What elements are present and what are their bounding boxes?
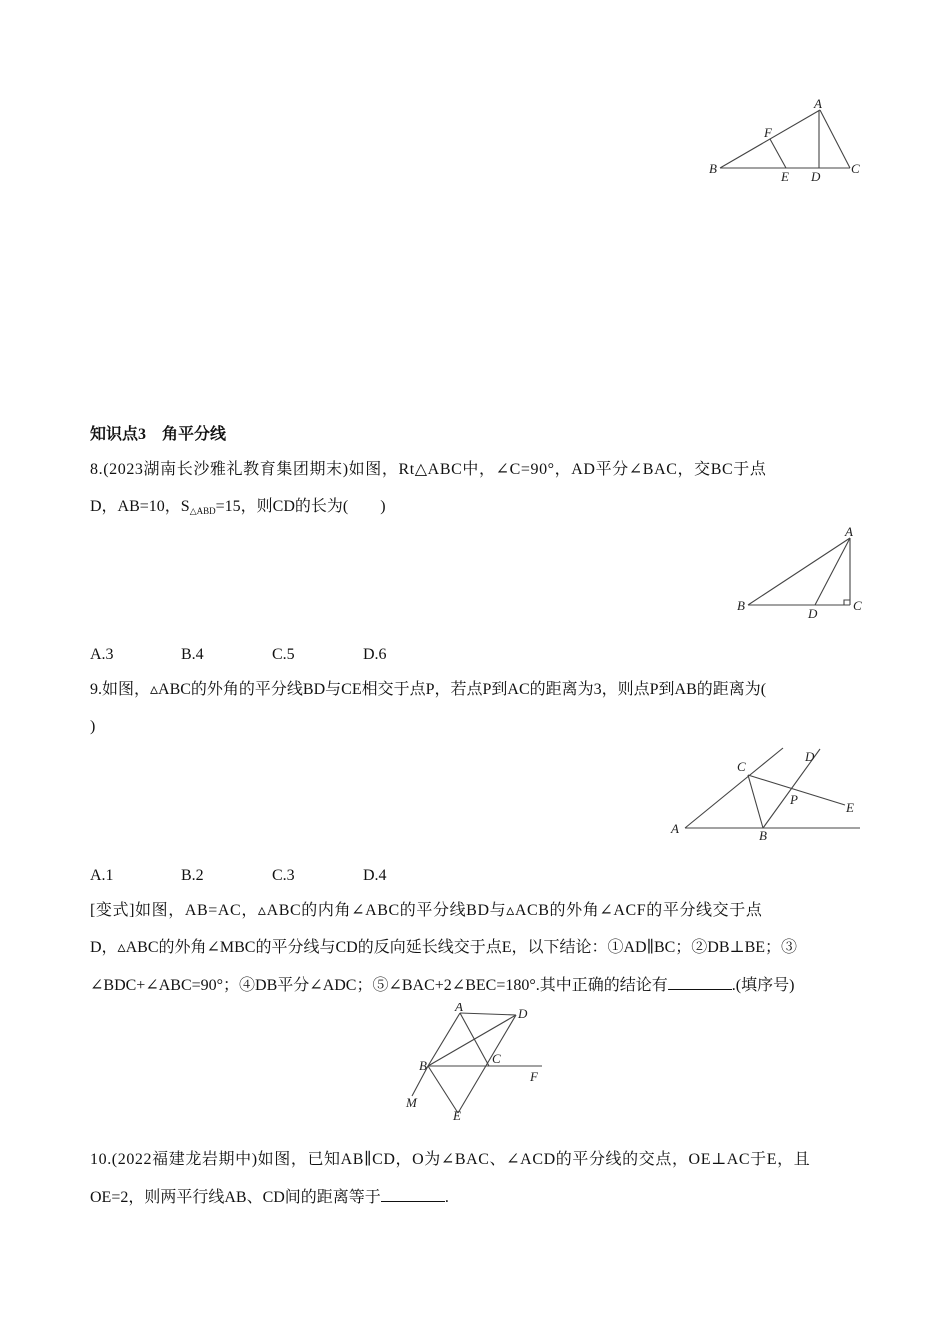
variant-text-line1: [变式]如图，AB=AC，▵ABC的内角∠ABC的平分线BD与▵ACB的外角∠ACF的平分线交于点 <box>90 902 763 919</box>
q9-choice-c[interactable]: C.3 <box>272 867 295 884</box>
variant-answer-blank[interactable] <box>668 975 732 990</box>
label-b: B <box>759 828 767 843</box>
label-e: E <box>781 169 789 184</box>
q8-text-line2 <box>90 497 386 518</box>
label-c: C <box>737 759 746 774</box>
variant-line3-post: .(填序号) <box>731 977 795 994</box>
variant-line3-pre: ∠BDC+∠ABC=90°；④DB平分∠ADC；⑤∠BAC+2∠BEC=180°.其中正确的结论有 <box>90 977 668 994</box>
q10-text-line1: 10.(2022福建龙岩期中)如图，已知AB∥CD，O为∠BAC、∠ACD的平分线的交点，OE⊥AC于E，且 <box>90 1151 811 1168</box>
variant-text-line3 <box>90 975 794 996</box>
q8-choice-c[interactable]: C.5 <box>272 646 295 663</box>
label-c: C <box>492 1051 501 1066</box>
label-m: M <box>406 1095 417 1110</box>
segment-be <box>428 1066 458 1113</box>
figure-q8-right-triangle <box>730 522 870 622</box>
q10-answer-blank[interactable] <box>381 1187 445 1202</box>
label-p: P <box>790 792 798 807</box>
right-angle-mark <box>844 600 850 605</box>
label-c: C <box>851 161 860 176</box>
segment-ad <box>815 538 850 605</box>
q8-text-line1: 8.(2023湖南长沙雅礼教育集团期末)如图，Rt△ABC中，∠C=90°，AD平分∠BAC，交BC于点 <box>90 461 767 478</box>
label-f: F <box>530 1069 538 1084</box>
q10-line2-pre: OE=2，则两平行线AB、CD间的距离等于 <box>90 1189 381 1206</box>
label-f: F <box>764 125 772 140</box>
label-d: D <box>805 749 815 764</box>
label-a: A <box>455 1003 463 1014</box>
segment-dc-extended-to-e <box>458 1015 516 1113</box>
q8-line2-post: =15，则CD的长为( ) <box>215 498 386 515</box>
q8-line2-pre: D，AB=10，S <box>90 498 190 515</box>
q10-line2-post: . <box>444 1189 449 1206</box>
segment-ac <box>820 110 850 168</box>
q9-choice-a[interactable]: A.1 <box>90 867 114 884</box>
q8-choice-b[interactable]: B.4 <box>181 646 204 663</box>
segment-fe <box>770 139 786 168</box>
variant-text-line2: D，▵ABC的外角∠MBC的平分线与CD的反向延长线交于点E，以下结论：①AD∥BC；②DB⊥BE；③ <box>90 939 798 956</box>
figure-variant <box>400 1003 560 1121</box>
label-b: B <box>737 598 745 613</box>
q9-choice-d[interactable]: D.4 <box>363 867 387 884</box>
label-a: A <box>671 821 679 836</box>
ray-ac <box>685 748 783 828</box>
label-b: B <box>709 161 717 176</box>
segment-cb <box>748 775 763 828</box>
label-d: D <box>808 606 818 621</box>
q9-text-line1: 9.如图，▵ABC的外角的平分线BD与CE相交于点P，若点P到AC的距离为3，则点P到AB的距离为( <box>90 681 767 698</box>
q8-choice-d[interactable]: D.6 <box>363 646 387 663</box>
segment-bd <box>428 1015 516 1066</box>
label-c: C <box>853 598 862 613</box>
segment-ad <box>460 1013 516 1015</box>
figure-q9-exterior-bisectors <box>665 743 865 843</box>
segment-ab <box>428 1013 460 1066</box>
label-e: E <box>846 800 854 815</box>
q9-choice-b[interactable]: B.2 <box>181 867 204 884</box>
label-e: E <box>453 1108 461 1121</box>
label-b: B <box>419 1058 427 1073</box>
label-d: D <box>811 169 821 184</box>
q9-text-line2: ) <box>90 718 96 735</box>
label-a: A <box>845 524 853 539</box>
section-heading: 知识点3 角平分线 <box>90 426 227 443</box>
q8-choice-a[interactable]: A.3 <box>90 646 114 663</box>
figure-triangle-abc-efd <box>700 92 870 187</box>
segment-ba <box>748 538 850 605</box>
q8-line2-sub: △ABD <box>189 506 216 516</box>
label-d: D <box>518 1006 528 1021</box>
label-a: A <box>814 96 822 111</box>
q10-text-line2 <box>90 1187 449 1208</box>
